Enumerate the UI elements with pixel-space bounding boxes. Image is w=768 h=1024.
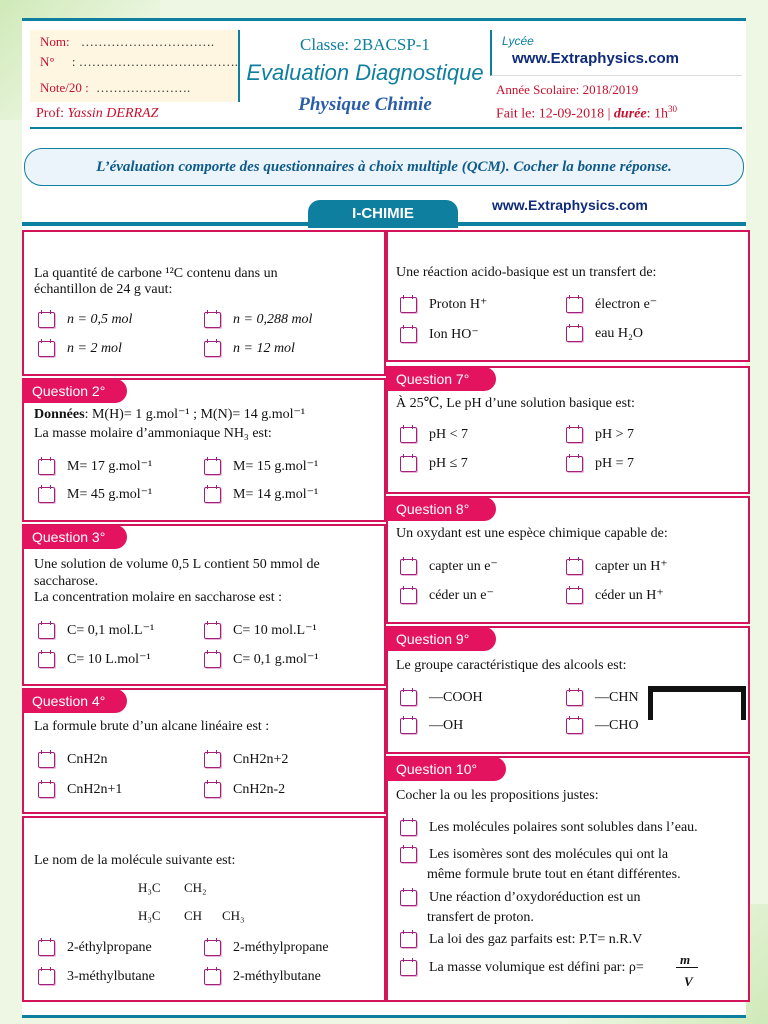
name-dots: …………………………. [80, 34, 215, 49]
question-3-tab: Question 3° [22, 525, 127, 549]
q10-text-line1: Cocher la ou les propositions justes: [396, 788, 599, 803]
q5-option-a[interactable] [38, 940, 152, 956]
checkbox-icon[interactable] [566, 690, 583, 706]
q7-option-c-label: pH ≤ 7 [429, 456, 468, 471]
molecule-ch: CH [184, 908, 203, 923]
checkbox-icon[interactable] [400, 718, 417, 734]
q4-text-line1: La formule brute d’un alcane linéaire est : [34, 719, 270, 734]
q4-option-a[interactable] [38, 752, 107, 768]
teacher-label: Prof: [36, 106, 64, 121]
q1-option-b-label: n = 0,288 mol [233, 312, 313, 327]
name-line[interactable] [40, 34, 214, 50]
q8-option-b-label: capter un H⁺ [595, 559, 668, 574]
school-year: Année Scolaire: 2018/2019 [496, 82, 639, 97]
q5-option-c-label: 3-méthylbutane [67, 969, 155, 984]
redaction-bar-left [648, 686, 653, 720]
q7-option-c[interactable] [400, 456, 468, 472]
question-8-tab: Question 8° [386, 497, 496, 521]
q8-option-c[interactable] [400, 587, 494, 604]
q3-option-a-label: C= 0,1 mol.L⁻¹ [67, 623, 155, 638]
q9-option-d-label: —CHO [595, 718, 639, 733]
checkbox-icon[interactable] [38, 341, 55, 357]
checkbox-icon[interactable] [204, 752, 221, 768]
q7-option-b-label: pH > 7 [595, 427, 635, 442]
question-9-tab: Question 9° [386, 627, 496, 651]
q2-option-b-label: M= 15 g.mol⁻¹ [233, 459, 319, 474]
date-duration [496, 104, 677, 123]
number-line[interactable] [40, 54, 238, 70]
q9-option-b-label: —CHN [595, 690, 639, 705]
instruction-banner: L’évaluation comporte des questionnaires à choix multiple (QCM). Cocher la bonne réponse. [24, 148, 744, 186]
duration-sup: 30 [667, 104, 677, 114]
q4-option-c-label: CnH2n+1 [67, 782, 123, 797]
q1-text-line1: La quantité de carbone ¹²C contenu dans un [34, 266, 278, 281]
q3-text-line3: La concentration molaire en saccharose est : [34, 590, 282, 605]
checkbox-icon[interactable] [400, 588, 417, 604]
q9-option-d[interactable] [566, 718, 639, 734]
q1-option-a-label: n = 0,5 mol [67, 312, 133, 327]
q10-option-e-label: La masse volumique est défini par: ρ= [429, 960, 644, 975]
checkbox-icon[interactable] [400, 690, 417, 706]
q2-option-a-label: M= 17 g.mol⁻¹ [67, 459, 153, 474]
q3-option-a[interactable] [38, 622, 154, 639]
q2-option-c[interactable] [38, 486, 152, 503]
q10-option-a-label: Les molécules polaires sont solubles dans l’eau. [429, 820, 698, 835]
checkbox-icon[interactable] [400, 820, 417, 836]
checkbox-icon[interactable] [38, 940, 55, 956]
q7-text-line1: À 25℃, Le pH d’une solution basique est: [396, 396, 635, 411]
checkbox-icon[interactable] [566, 297, 583, 313]
site-link[interactable]: www.Extraphysics.com [512, 50, 680, 67]
checkbox-icon[interactable] [566, 559, 583, 575]
q1-option-d-label: n = 12 mol [233, 341, 295, 356]
q3-option-c-label: C= 10 L.mol⁻¹ [67, 652, 151, 667]
duration-label: durée [613, 106, 647, 122]
q7-option-d-label: pH = 7 [595, 456, 635, 471]
checkbox-icon[interactable] [400, 327, 417, 343]
class-label: Classe: 2BACSP-1 [300, 35, 430, 54]
checkbox-icon[interactable] [566, 456, 583, 472]
question-4-tab: Question 4° [22, 689, 127, 713]
q2-data-line [34, 406, 305, 423]
q9-option-a[interactable] [400, 690, 483, 706]
checkbox-icon[interactable] [38, 623, 55, 639]
checkbox-icon[interactable] [400, 559, 417, 575]
q1-option-a[interactable] [38, 312, 132, 328]
molecule-ch3: CH₃ [222, 908, 245, 923]
q4-option-b[interactable] [204, 752, 288, 768]
q6-option-a-label: Proton H⁺ [429, 297, 488, 312]
q10-option-c-label: Une réaction d’oxydoréduction est un [429, 890, 641, 905]
checkbox-icon[interactable] [38, 782, 55, 798]
q2-option-d[interactable] [204, 486, 318, 503]
q8-option-a[interactable] [400, 558, 498, 575]
q10-option-b-label: Les isomères sont des molécules qui ont la [429, 847, 669, 862]
q10-option-c-line2: transfert de proton. [427, 910, 534, 925]
name-label: Nom: [40, 34, 70, 49]
q4-option-b-label: CnH2n+2 [233, 752, 289, 767]
checkbox-icon[interactable] [38, 312, 55, 328]
fraction-denominator: V [684, 974, 693, 989]
checkbox-icon[interactable] [400, 297, 417, 313]
q9-option-b[interactable] [566, 690, 639, 706]
q1-option-d[interactable] [204, 341, 295, 357]
fraction-numerator: m [680, 952, 691, 967]
number-dots: : ………………………………. [71, 54, 238, 69]
checkbox-icon[interactable] [38, 752, 55, 768]
teacher-line [36, 106, 158, 122]
q1-option-c[interactable] [38, 341, 122, 357]
molecule-ch2: CH₂ [184, 880, 207, 895]
checkbox-icon[interactable] [204, 969, 221, 985]
q2-option-b[interactable] [204, 458, 318, 475]
q10-option-d[interactable] [400, 932, 642, 948]
q6-option-b[interactable] [566, 296, 657, 313]
q8-option-b[interactable] [566, 558, 668, 575]
student-info-box [30, 30, 240, 102]
fraction-bar [676, 967, 698, 968]
section-title: I-CHIMIE [308, 200, 458, 228]
q8-option-a-label: capter un e⁻ [429, 559, 498, 574]
q10-option-e[interactable] [400, 960, 644, 976]
checkbox-icon[interactable] [204, 341, 221, 357]
q6-text-line1: Une réaction acido-basique est un transfert de: [396, 265, 657, 280]
q5-option-d[interactable] [204, 969, 321, 985]
molecule-h3c-bottom: H₃C [138, 908, 161, 923]
checkbox-icon[interactable] [204, 652, 221, 668]
q10-option-b[interactable] [400, 847, 668, 863]
q8-option-d[interactable] [566, 587, 664, 604]
grade-dots: …………………. [96, 80, 191, 95]
q3-option-b[interactable] [204, 622, 317, 639]
q10-option-b-line2: même formule brute tout en étant différentes. [427, 867, 681, 882]
q3-option-b-label: C= 10 mol.L⁻¹ [233, 623, 317, 638]
checkbox-icon[interactable] [204, 312, 221, 328]
q10-option-a[interactable] [400, 820, 698, 836]
checkbox-icon[interactable] [204, 940, 221, 956]
redaction-bar-top [648, 686, 746, 692]
checkbox-icon[interactable] [566, 588, 583, 604]
q4-option-d-label: CnH2n-2 [233, 782, 286, 797]
q8-option-d-label: céder un H⁺ [595, 588, 664, 603]
checkbox-icon[interactable] [400, 932, 417, 948]
q3-option-d-label: C= 0,1 g.mol⁻¹ [233, 652, 319, 667]
checkbox-icon[interactable] [38, 969, 55, 985]
grade-line[interactable] [40, 80, 190, 96]
checkbox-icon[interactable] [400, 960, 417, 976]
q5-text-line1: Le nom de la molécule suivante est: [34, 853, 236, 868]
header-divider [30, 127, 742, 129]
q2-option-a[interactable] [38, 458, 152, 475]
q9-text-line1: Le groupe caractéristique des alcools est: [396, 658, 627, 673]
checkbox-icon[interactable] [204, 782, 221, 798]
q1-option-b[interactable] [204, 312, 312, 328]
checkbox-icon[interactable] [400, 427, 417, 443]
q8-text-line1: Un oxydant est une espèce chimique capable de: [396, 526, 668, 541]
q2-data-label: Données [34, 407, 85, 422]
q9-option-c-label: —OH [429, 718, 464, 733]
q6-option-b-label: électron e⁻ [595, 297, 658, 312]
checkbox-icon[interactable] [566, 427, 583, 443]
date-text: Fait le: 12-09-2018 | [496, 106, 611, 122]
checkbox-icon[interactable] [400, 847, 417, 863]
q4-option-a-label: CnH2n [67, 752, 108, 767]
q1-option-c-label: n = 2 mol [67, 341, 122, 356]
q7-option-a[interactable] [400, 427, 468, 443]
q2-option-d-label: M= 14 g.mol⁻¹ [233, 487, 319, 502]
checkbox-icon[interactable] [204, 623, 221, 639]
q6-option-d[interactable] [566, 326, 643, 342]
q7-option-d[interactable] [566, 456, 634, 472]
section-site[interactable]: www.Extraphysics.com [492, 197, 648, 213]
checkbox-icon[interactable] [400, 890, 417, 906]
question-7-tab: Question 7° [386, 367, 496, 391]
q5-option-b[interactable] [204, 940, 329, 956]
q5-option-a-label: 2-éthylpropane [67, 940, 152, 955]
number-label: N° [40, 54, 55, 69]
molecule-h3c-top: H₃C [138, 880, 161, 895]
checkbox-icon[interactable] [400, 456, 417, 472]
q4-option-c[interactable] [38, 782, 122, 798]
q2-option-c-label: M= 45 g.mol⁻¹ [67, 487, 153, 502]
q8-option-c-label: céder un e⁻ [429, 588, 494, 603]
q9-option-c[interactable] [400, 718, 463, 734]
q6-option-a[interactable] [400, 296, 487, 313]
q2-text-line2: La masse molaire d’ammoniaque NH₃ est: [34, 426, 272, 441]
grade-label: Note/20 : [40, 80, 89, 95]
lycee-label: Lycée [502, 34, 534, 48]
question-10-tab: Question 10° [386, 757, 506, 781]
checkbox-icon[interactable] [566, 718, 583, 734]
q3-option-c[interactable] [38, 651, 151, 668]
q6-option-d-label: eau H₂O [595, 326, 644, 341]
checkbox-icon[interactable] [566, 326, 583, 342]
q7-option-b[interactable] [566, 427, 634, 443]
subject-title: Physique Chimie [298, 94, 432, 115]
checkbox-icon[interactable] [38, 652, 55, 668]
q7-option-a-label: pH < 7 [429, 427, 469, 442]
q2-data-values: : M(H)= 1 g.mol⁻¹ ; M(N)= 14 g.mol⁻¹ [84, 407, 306, 422]
checkbox-icon[interactable] [204, 487, 221, 503]
checkbox-icon[interactable] [204, 459, 221, 475]
q5-option-d-label: 2-méthylbutane [233, 969, 321, 984]
checkbox-icon[interactable] [38, 459, 55, 475]
q10-option-d-label: La loi des gaz parfaits est: P.T= n.R.V [429, 932, 643, 947]
redaction-bar-right [741, 686, 746, 720]
duration-value: : 1h [646, 106, 668, 122]
q4-option-d[interactable] [204, 782, 285, 798]
q10-option-c[interactable] [400, 890, 641, 906]
q3-option-d[interactable] [204, 651, 319, 668]
teacher-name: Yassin DERRAZ [67, 106, 159, 121]
q9-option-a-label: —COOH [429, 690, 483, 705]
q1-text-line2: échantillon de 24 g vaut: [34, 282, 173, 297]
q6-option-c[interactable] [400, 326, 479, 343]
q3-text-line1: Une solution de volume 0,5 L contient 50 mmol de [34, 557, 320, 572]
q5-option-b-label: 2-méthylpropane [233, 940, 329, 955]
evaluation-title: Evaluation Diagnostique [246, 60, 484, 85]
question-2-tab: Question 2° [22, 379, 127, 403]
q5-option-c[interactable] [38, 969, 155, 985]
q6-option-c-label: Ion HO⁻ [429, 327, 479, 342]
q3-text-line2: saccharose. [34, 574, 99, 589]
checkbox-icon[interactable] [38, 487, 55, 503]
